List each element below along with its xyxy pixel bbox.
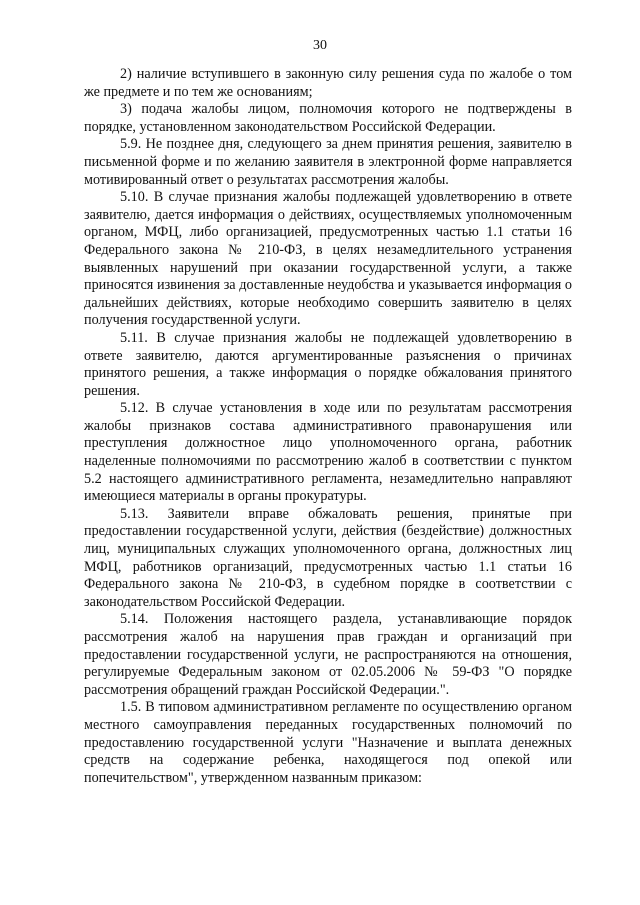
paragraph-item-2: 2) наличие вступившего в законную силу решения суда по жалобе о том же предмете и по тем же основаниям;	[84, 66, 572, 100]
paragraph-5-11: 5.11. В случае признания жалобы не подлежащей удовлетворению в ответе заявителю, даются аргументированные разъяснения о причинах принятого решения, а также информация о порядке обжалования принятого решения.	[84, 329, 572, 399]
paragraph-5-13: 5.13. Заявители вправе обжаловать решения, принятые при предоставлении государственной услуги, действия (бездействие) должностных лиц, муниципальных служащих уполномоченного органа, должностных лиц МФЦ, работников организаций, предусмотренных частью 1.1 статьи 16 Федерального закона № 210-ФЗ, в судебном порядке в соответствии с законодательством Российской Федерации.	[84, 505, 572, 610]
paragraph-5-14: 5.14. Положения настоящего раздела, устанавливающие порядок рассмотрения жалоб на нарушения прав граждан и организаций при предоставлении государственной услуги, не распространяются на отношения, регулируемые Федеральным законом от 02.05.2006 № 59-ФЗ "О порядке рассмотрения обращений граждан Российской Федерации.".	[84, 611, 572, 698]
document-body	[84, 66, 572, 787]
page-number: 30	[313, 38, 327, 53]
paragraph-5-12: 5.12. В случае установления в ходе или по результатам рассмотрения жалобы признаков состава административного правонарушения или преступления должностное лицо уполномоченного органа, работник наделенные полномочиями по рассмотрению жалоб в соответствии с пунктом 5.2 настоящего административного регламента, незамедлительно направляют имеющиеся материалы в органы прокуратуры.	[84, 400, 572, 505]
paragraph-5-10: 5.10. В случае признания жалобы подлежащей удовлетворению в ответе заявителю, дается информация о действиях, осуществляемых уполномоченным органом, МФЦ, либо организацией, предусмотренных частью 1.1 статьи 16 Федерального закона № 210-ФЗ, в целях незамедлительного устранения выявленных нарушений при оказании государственной услуги, а также приносятся извинения за доставленные неудобства и указывается информация о дальнейших действиях, которые необходимо совершить заявителю в целях получения государственной услуги.	[84, 189, 572, 329]
paragraph-item-3: 3) подача жалобы лицом, полномочия которого не подтверждены в порядке, установленном законодательством Российской Федерации.	[84, 101, 572, 135]
paragraph-1-5: 1.5. В типовом административном регламенте по осуществлению органом местного самоуправления переданных государственных полномочий по предоставлению государственной услуги "Назначение и выплата денежных средств на содержание ребенка, находящегося под опекой или попечительством", утвержденном названным приказом:	[84, 699, 572, 786]
paragraph-5-9: 5.9. Не позднее дня, следующего за днем принятия решения, заявителю в письменной форме и по желанию заявителя в электронной форме направляется мотивированный ответ о результатах рассмотрения жалобы.	[84, 136, 572, 188]
